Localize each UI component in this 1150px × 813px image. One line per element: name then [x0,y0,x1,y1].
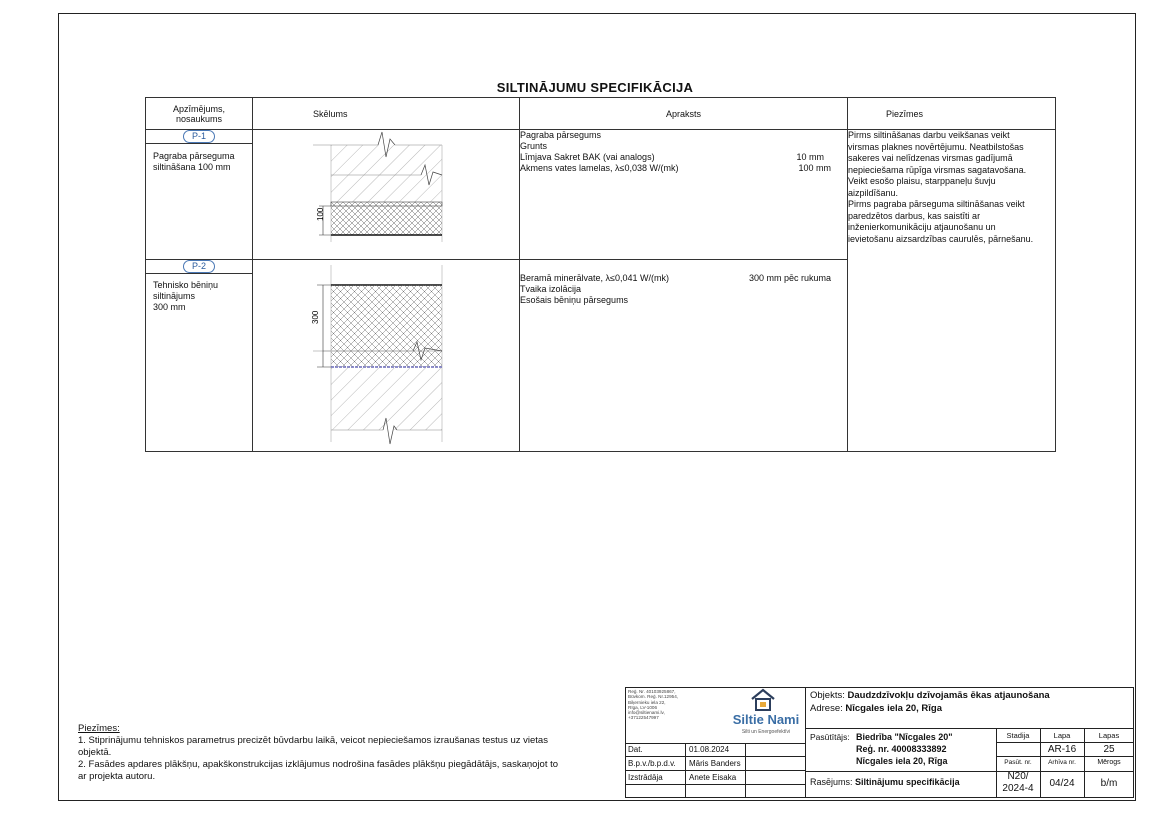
desc-line: Grunts [520,141,548,151]
row1-name-line2: siltināšana 100 mm [153,162,231,172]
dimension-text-p2: 300 [311,310,320,324]
desc-line: Līmjava Sakret BAK (vai analogs) 10 mm [520,152,824,162]
house-logo-icon [750,688,776,712]
date-value: 01.08.2024 [689,745,730,754]
row2-name-line1: Tehnisko bēniņu [153,280,219,290]
footnotes-heading: Piezīmes: [78,723,120,734]
note-line: Pirms pagraba pārseguma siltināšanas veikt [848,199,1025,209]
arhiva-label: Arhīva nr. [1048,759,1076,766]
dimension-text-p1: 100 [316,207,325,221]
lapas-label: Lapas [1098,731,1120,740]
stadija-label: Stadija [1006,731,1030,740]
row2-description [520,260,848,452]
bpv-label: B.p.v./b.p.d.v. [628,759,676,768]
lapa-label: Lapa [1053,731,1071,740]
author-value: Anete Eisaka [689,773,737,782]
logo-name: Siltie Nami [732,712,800,727]
client-label: Pasūtītājs: [810,732,850,742]
header-notes: Piezīmes [848,98,1056,130]
row2-name-line3: 300 mm [153,302,186,312]
header-label-line2: nosaukums [175,113,223,124]
lapas-value: 25 [1103,744,1115,755]
company-info: Reģ. Nr. 40103925867, Būvkom. Reģ. Nr.12954, Biķernieku iela 22, Rīga, LV-1006 info@siltienami.lv, +37122547997 [628,689,679,721]
insulation-layer [331,206,442,235]
client-details: Biedrība "Nīcgales 20" Reģ. nr. 40008333892 Nīcgales iela 20, Rīga [856,732,953,766]
drawing-row: Rasējums: Siltinājumu specifikācija [810,777,960,787]
row1-label-cell [146,130,253,260]
section-drawing-p1 [253,130,519,259]
arhiva-value: 04/24 [1049,778,1075,789]
date-label: Dat. [628,745,643,754]
row2-name-line2: siltinājums [153,291,196,301]
tag-p1: P-1 [183,130,215,143]
lapa-value: AR-16 [1047,744,1077,755]
footnote-line: objektā. [78,747,112,758]
note-line: virsmas plaknes novērtējumu. Neatbilstošas [848,141,1024,152]
note-line: Pirms siltināšanas darbu veikšanas veikt [848,130,1010,140]
row1-description [520,130,848,260]
footnote-line: 2. Fasādes apdares plākšņu, apakškonstrukcijas izklājumus nodrošina fasādes plākšņu piegādātājs, saskaņojot to [78,759,559,770]
note-line: aizpildīšanu. [848,187,899,198]
desc-line: Esošais bēniņu pārsegums [520,295,629,305]
row2-label-cell [146,260,253,452]
logo-tagline: Silti un Energoefektīvi [741,729,791,735]
pasut-label: Pasūt. nr. [1004,759,1032,766]
footnote-line: ar projekta autoru. [78,771,156,782]
note-line: ievietošanu aizsardzības caurulēs, pārnešanu. [848,233,1034,244]
desc-line: Beramā minerālvate, λ≤0,041 W/(mk) 300 mm pēc rukuma [520,273,831,283]
page-title: SILTINĀJUMU SPECIFIKĀCIJA [496,80,694,95]
object-row: Objekts: Daudzdzīvokļu dzīvojamās ēkas atjaunošana [810,690,1050,701]
row1-section-cell [253,130,520,260]
header-label-line1: Apzīmējums, [172,103,225,114]
desc-line: Tvaika izolācija [520,284,582,294]
specification-table [145,97,1056,452]
bpv-value: Māris Banders [689,759,741,768]
merogs-label: Mērogs [1097,759,1121,766]
address-row: Adrese: Nīcgales iela 20, Rīga [810,703,943,714]
row2-section-cell [253,260,520,452]
author-label: Izstrādāja [628,773,663,782]
footnotes [78,723,568,783]
section-drawing-p2 [253,260,519,451]
table-header-row [146,98,1056,130]
note-line: nepieciešama rūpīga virsmas sagatavošana. [848,164,1027,175]
note-line: Veikt esošo plaisu, starppaneļu šuvju [848,176,996,186]
note-line: sakeres vai nelīdzenas virsmas gadījumā [848,153,1013,163]
adhesive-layer [331,202,442,206]
header-label [146,98,253,130]
desc-line: Akmens vates lamelas, λ≤0,038 W/(mk) 100 mm [520,163,831,173]
mineral-wool-layer [331,285,442,367]
header-section: Skēlums [253,98,520,130]
tag-p2: P-2 [183,260,215,273]
note-line: paredzētos darbus, kas saistīti ar [848,210,981,221]
table-row [146,130,1056,260]
pasut-value: N20/ 2024-4 [1002,771,1034,794]
footnote-line: 1. Stiprinājumu tehniskos parametrus precizēt būvdarbu laikā, veicot nepieciešamos izraušanas testus uz vietas [78,735,548,746]
note-line: inženierkomunikāciju atjaunošanu un [848,222,996,232]
header-description: Apraksts [520,98,848,130]
merogs-value: b/m [1100,778,1118,789]
row1-name-line1: Pagraba pārseguma [153,151,235,161]
notes-cell [848,130,1056,452]
desc-line: Pagraba pārsegums [520,130,602,140]
